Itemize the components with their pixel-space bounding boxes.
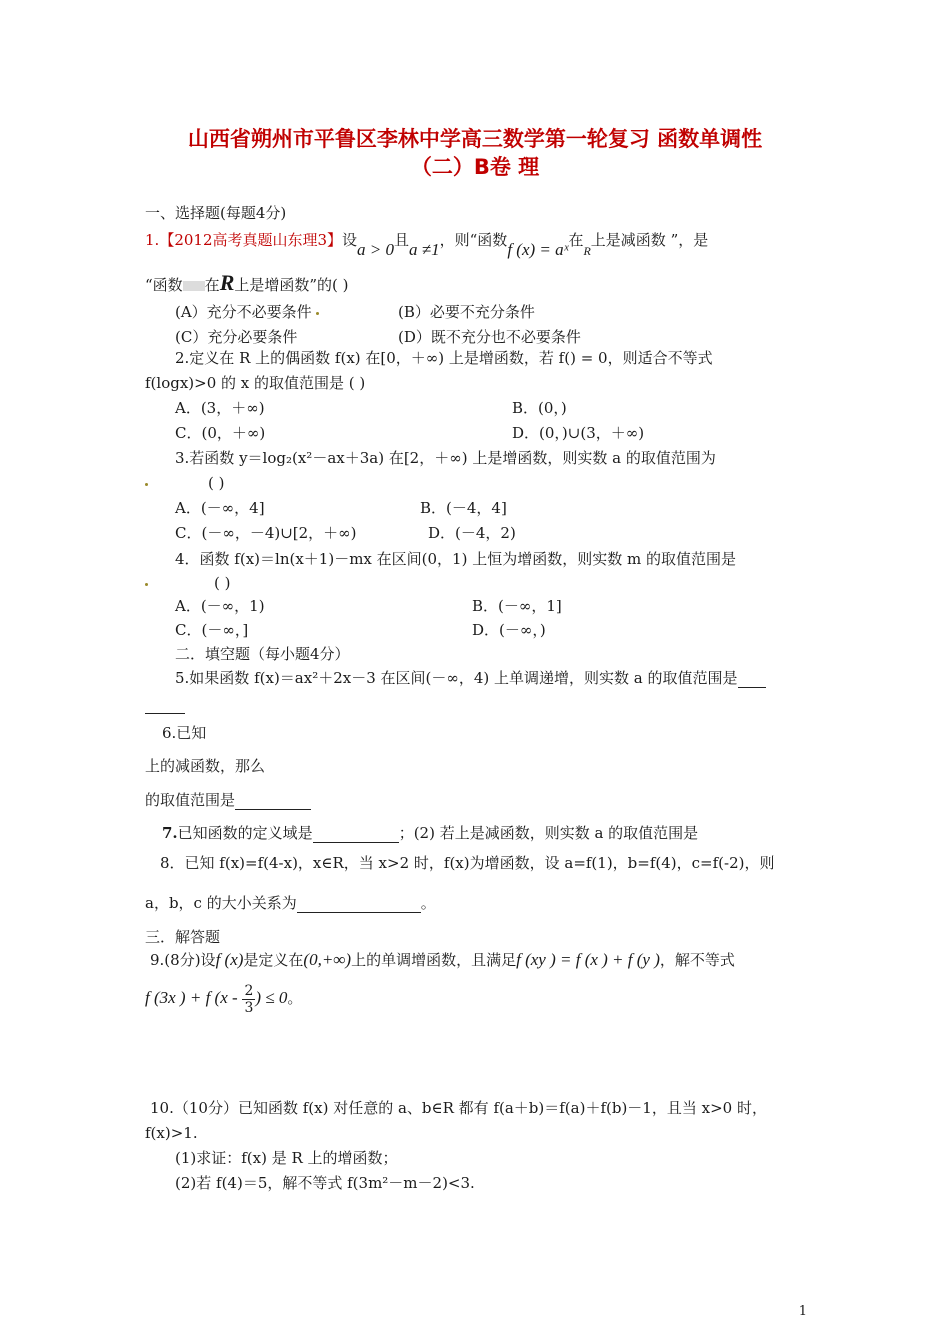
stray-dot [145, 583, 148, 586]
q1-option-a-text: (A）充分不必要条件 [175, 303, 312, 321]
stray-dot [145, 483, 148, 486]
q9-line1-e: ，解不等式 [659, 951, 735, 969]
q4-option-a: A．(－∞，1) [175, 597, 265, 615]
q7-number: 7. [162, 824, 178, 842]
q4-line2-wrap [145, 573, 230, 593]
q10-line1: 10.（10分）已知函数 f(x) 对任意的 a、b∈R 都有 f(a＋b)＝f(a)＋f(b)－1，且当 x>0 时， [150, 1099, 767, 1117]
q9-ineq-end: 。 [287, 989, 303, 1007]
q8-line1: 8．已知 f(x)=f(4-x)，x∈R，当 x>2 时，f(x)为增函数，设 a=f(1)，b=f(4)，c=f(-2)，则 [160, 854, 775, 872]
q9-line1-d: 上的单调增函数，且满足 [351, 951, 517, 969]
q2-line2: f(logx)>0 的 x 的取值范围是 ( ) [145, 374, 366, 392]
q1-line2-b: 在 [204, 276, 220, 294]
q1-line2-c: 上是增函数”的( ) [234, 276, 349, 294]
q1-line1 [145, 230, 709, 259]
q1-text-e: 上是减函数 ”，是 [590, 231, 709, 249]
q5-blank-continued [145, 694, 185, 714]
q1-line2-a: “函数 [145, 276, 183, 294]
formula-image-placeholder [183, 281, 205, 291]
stray-dot [316, 312, 319, 315]
q6-line2: 上的减函数，那么 [145, 757, 266, 775]
q1-option-c: (C）充分必要条件 [175, 328, 298, 346]
q1-source: 【2012高考真题山东理3】 [159, 231, 343, 249]
q4-option-c: C．(－∞，] [175, 621, 249, 639]
q1-option-d: (D）既不充分也不必要条件 [398, 328, 581, 346]
q7-text2: ；(2) 若上是减函数，则实数 a 的取值范围是 [398, 824, 699, 842]
q1-line2-R: R [219, 270, 235, 295]
q1-option-a [175, 302, 319, 322]
page-number: 1 [798, 1304, 807, 1319]
q9-interval: (0,+∞) [303, 950, 352, 969]
q9-line1 [150, 950, 735, 970]
q3-line2: ( ) [208, 474, 225, 492]
q5-line1: 5.如果函数 f(x)＝ax²＋2x－3 在区间(－∞，4) 上单调递增，则实数 a 的取值范围是 [175, 669, 738, 687]
q6-line3: 的取值范围是 [145, 791, 236, 809]
q2-option-c: C．(0，＋∞) [175, 424, 266, 442]
q7-line1 [162, 823, 698, 843]
q3-option-b: B．(－4，4] [420, 499, 507, 517]
q1-R-small: R [583, 244, 591, 258]
q8-answer-blank [297, 898, 421, 913]
q5-answer-blank-2 [145, 699, 185, 714]
q9-line1-a: 9.(8分)设 [150, 951, 216, 969]
q9-inequality [145, 980, 302, 1016]
q2-option-a: A．(3，＋∞) [175, 399, 265, 417]
q6-answer-blank [235, 795, 311, 810]
q10-line3: (1)求证：f(x) 是 R 上的增函数； [175, 1149, 398, 1167]
q9-frac-den: 3 [244, 999, 254, 1016]
q5-answer-blank [738, 673, 766, 688]
q10-line2: f(x)>1. [145, 1124, 198, 1142]
q9-ineq-a: f (3x ) + f (x - [145, 988, 238, 1007]
q1-cond1: a > 0 [357, 240, 395, 259]
q4-option-b: B．(－∞，1] [472, 597, 562, 615]
q1-text-b: 且 [394, 231, 410, 249]
q8-line2-wrap [145, 893, 436, 913]
q3-line2-wrap [145, 473, 224, 493]
doc-title-line2: （二）B卷 理 [410, 155, 540, 179]
q6-line1: 6.已知 [162, 724, 207, 742]
doc-title-line1: 山西省朔州市平鲁区李林中学高三数学第一轮复习 函数单调性 [187, 127, 763, 151]
q2-line1: 2.定义在 R 上的偶函数 f(x) 在[0，＋∞) 上是增函数，若 f() = 0，则适合不等式 [175, 349, 713, 367]
q3-option-a: A．(－∞，4] [175, 499, 265, 517]
q8-line2: a，b，c 的大小关系为 [145, 894, 297, 912]
q1-line2 [145, 270, 349, 295]
q1-func: f (x) = aˣ [507, 240, 569, 259]
q9-equation: f (xy ) = f (x ) + f (y ) [516, 950, 660, 969]
section3-heading: 三．解答题 [145, 928, 221, 946]
q9-frac-num: 2 [244, 982, 254, 999]
q1-text-c: ，则“函数 [439, 231, 508, 249]
q2-option-b: B．(0，) [512, 399, 567, 417]
q7-answer-blank [313, 828, 399, 843]
q10-line4: (2)若 f(4)＝5，解不等式 f(3m²－m－2)<3. [175, 1174, 475, 1192]
q2-option-d: D．(0，)∪(3，＋∞) [512, 424, 645, 442]
q8-line2-end: 。 [420, 894, 436, 912]
q1-cond2: a ≠1 [409, 240, 440, 259]
q9-line1-c: 是定义在 [243, 951, 304, 969]
q4-line1: 4．函数 f(x)＝ln(x＋1)－mx 在区间(0，1) 上恒为增函数，则实数 m 的取值范围是 [175, 550, 736, 568]
q1-text-d: 在 [568, 231, 584, 249]
q3-option-d: D．(－4，2) [428, 524, 516, 542]
q9-fraction [242, 983, 255, 1016]
q9-ineq-b: ) ≤ 0 [255, 988, 288, 1007]
q4-option-d: D．(－∞，) [472, 621, 546, 639]
q4-line2: ( ) [214, 574, 231, 592]
q1-option-b: (B）必要不充分条件 [398, 303, 535, 321]
q7-text: 已知函数的定义域是 [177, 824, 313, 842]
section1-heading: 一、选择题(每题4分) [145, 204, 287, 222]
q1-text-a: 设 [342, 231, 358, 249]
q5-line1-wrap [175, 668, 766, 688]
q9-fx: f (x) [215, 950, 244, 969]
q6-line3-wrap [145, 790, 311, 810]
section2-heading: 二．填空题（每小题4分） [175, 645, 350, 663]
q3-option-c: C．(－∞，－4)∪[2，＋∞) [175, 524, 357, 542]
q3-line1: 3.若函数 y＝log₂(x²－ax＋3a) 在[2，＋∞) 上是增函数，则实数 a 的取值范围为 [175, 449, 716, 467]
q1-number: 1. [145, 231, 160, 249]
